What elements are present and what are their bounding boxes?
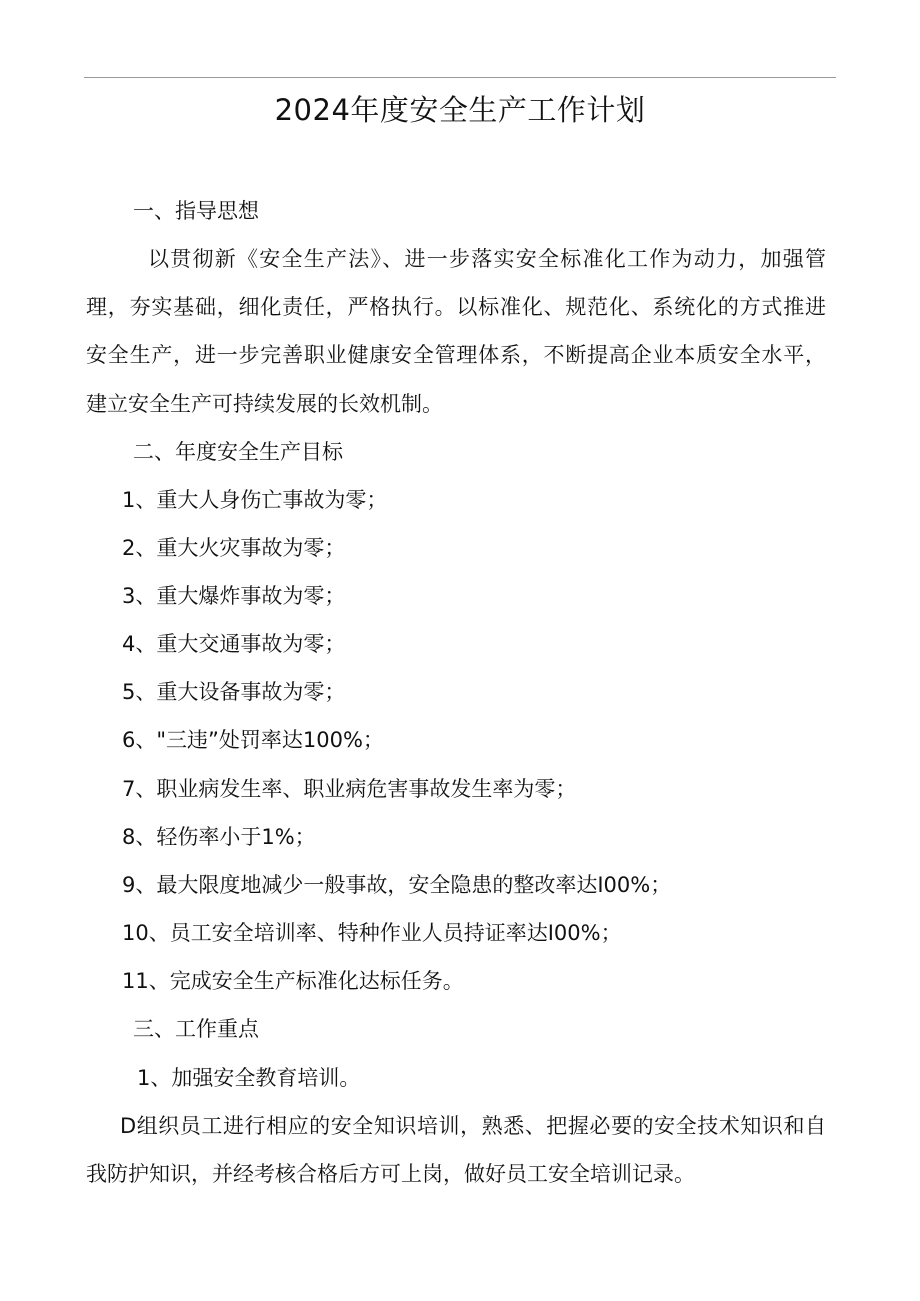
goal-item: 6、"三违”处罚率达100%； (122, 728, 384, 752)
section-heading-work-focus: 三、工作重点 (133, 1017, 259, 1041)
section-heading-guiding-ideology: 一、指导思想 (133, 199, 259, 223)
goal-item: 9、最大限度地减少一般事故，安全隐患的整改率达I00%； (122, 873, 672, 897)
paragraph-line: 理，夯实基础，细化责任，严格执行。以标准化、规范化、系统化的方式推进 (86, 295, 826, 319)
section-heading-annual-goals: 二、年度安全生产目标 (133, 440, 343, 464)
header-rule (84, 77, 836, 78)
subsection-heading: 1、加强安全教育培训。 (137, 1066, 361, 1090)
goal-item: 10、员工安全培训率、特种作业人员持证率达I00%； (122, 921, 622, 945)
goal-item: 7、职业病发生率、职业病危害事故发生率为零； (122, 777, 577, 801)
paragraph-line: D组织员工进行相应的安全知识培训，熟悉、把握必要的安全技术知识和自 (120, 1114, 826, 1138)
paragraph-line: 安全生产，进一步完善职业健康安全管理体系，不断提高企业本质安全水平， (86, 343, 826, 367)
goal-item: 1、重大人身伤亡事故为零； (122, 488, 388, 512)
goal-item: 8、轻伤率小于1%； (122, 825, 316, 849)
paragraph-line: 以贯彻新《安全生产法》、进一步落实安全标准化工作为动力，加强管 (148, 247, 826, 271)
goal-item: 3、重大爆炸事故为零； (122, 584, 346, 608)
goal-item: 4、重大交通事故为零； (122, 632, 346, 656)
paragraph-line: 建立安全生产可持续发展的长效机制。 (86, 392, 443, 416)
goal-item: 5、重大设备事故为零； (122, 680, 346, 704)
goal-item: 2、重大火灾事故为零； (122, 536, 346, 560)
goal-item: 11、完成安全生产标准化达标任务。 (122, 969, 464, 993)
document-title: 2024年度安全生产工作计划 (274, 93, 646, 127)
paragraph-line: 我防护知识，并经考核合格后方可上岗，做好员工安全培训记录。 (86, 1162, 695, 1186)
